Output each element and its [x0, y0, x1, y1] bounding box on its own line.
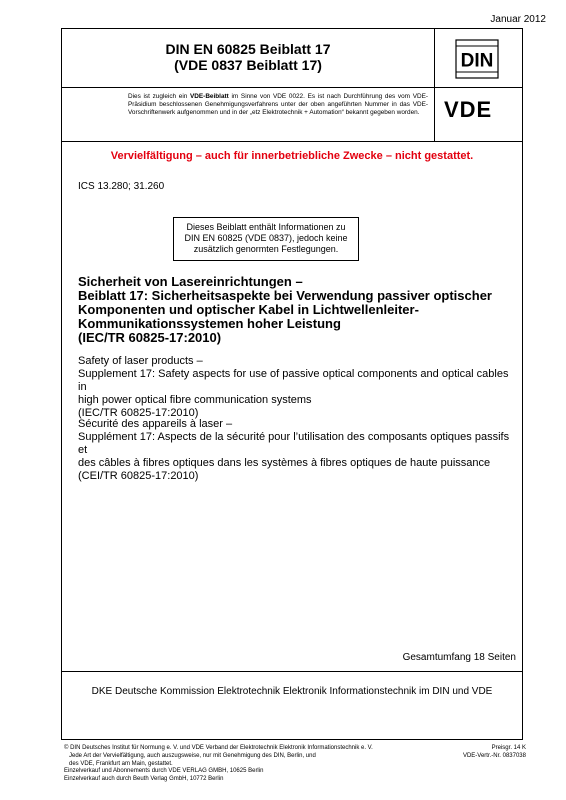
document-designation	[62, 41, 434, 73]
title-english-line: (IEC/TR 60825-17:2010)	[78, 407, 199, 419]
divider-logo-column	[434, 29, 435, 141]
page-count: Gesamtumfang 18 Seiten	[402, 652, 516, 663]
divider-pages	[62, 671, 522, 672]
title-german-line: Komponenten und optischer Kabel in Lichtwellenleiter-	[78, 302, 419, 317]
din-logo-text: DIN	[460, 50, 494, 72]
footer-line: des VDE, Frankfurt am Main, gestattet.	[69, 760, 173, 767]
title-german-line: (IEC/TR 60825-17:2010)	[78, 330, 222, 345]
footer-line: Einzelverkauf und Abonnements durch VDE VERLAG GMBH, 10625 Berlin	[64, 768, 264, 775]
footer-line: Einzelverkauf auch durch Beuth Verlag GmbH, 10772 Berlin	[64, 776, 224, 783]
designation-line-2: (VDE 0837 Beiblatt 17)	[174, 57, 322, 73]
divider-note	[62, 141, 522, 142]
publication-date: Januar 2012	[490, 14, 546, 25]
copy-warning: Vervielfältigung – auch für innerbetriebliche Zwecke – nicht gestattet.	[110, 150, 474, 162]
title-german	[78, 275, 518, 345]
order-number: VDE-Vertr.-Nr. 0837038	[462, 752, 526, 759]
vde-note-pre: Dies ist zugleich ein	[128, 93, 191, 100]
din-logo-icon	[455, 39, 499, 79]
title-german-line: Beiblatt 17: Sicherheitsaspekte bei Verwendung passiver optischer	[78, 288, 492, 303]
cover-frame	[61, 28, 523, 740]
title-french	[78, 418, 518, 483]
price-group: Preisgr. 14 K	[491, 745, 526, 751]
designation-line-1: DIN EN 60825 Beiblatt 17	[165, 41, 331, 57]
information-box: Dieses Beiblatt enthält Informationen zu DIN EN 60825 (VDE 0837), jedoch keine zusätzlich genormten Festlegungen.	[173, 217, 359, 261]
title-german-line: Kommunikationssystemen hoher Leistung	[78, 316, 341, 331]
title-english-line: Supplement 17: Safety aspects for use of passive optical components and optical cables in	[78, 368, 509, 393]
dke-commission: DKE Deutsche Kommission Elektrotechnik Elektronik Informationstechnik im DIN und VDE	[91, 686, 493, 697]
title-german-line: Sicherheit von Lasereinrichtungen –	[78, 274, 303, 289]
title-french-line: des câbles à fibres optiques dans les systèmes à fibres optiques de haute puissance	[78, 457, 491, 469]
ics-code: ICS 13.280; 31.260	[78, 181, 165, 192]
title-french-line: Sécurité des appareils à laser –	[78, 418, 233, 430]
vde-note	[128, 93, 428, 117]
title-english-line: high power optical fibre communication systems	[78, 394, 312, 406]
title-english	[78, 355, 518, 420]
din-logo	[455, 39, 499, 79]
vde-note-post: im Sinne von VDE 0022. Es ist nach Durchführung des vom VDE-Präsidium beschlossenen Genehmigungsverfahrens unter der oben angeführten Nummer in das VDE-Vorschriftenwerk aufgenommen und in der „etz Elektrotechnik + Automation“ bekannt gegeben worden.	[128, 93, 428, 116]
footer-line: © DIN Deutsches Institut für Normung e. V. und VDE Verband der Elektrotechnik Elektronik Informationstechnik e. V.	[64, 745, 373, 751]
footer-copyright	[64, 745, 414, 784]
vde-logo: VDE	[444, 97, 493, 122]
title-french-line: (CEI/TR 60825-17:2010)	[78, 470, 199, 482]
divider-header	[62, 87, 522, 88]
title-french-line: Supplément 17: Aspects de la sécurité pour l’utilisation des composants optiques passifs et	[78, 431, 510, 456]
footer-line: Jede Art der Vervielfältigung, auch auszugsweise, nur mit Genehmigung des DIN, Berlin, und	[69, 752, 316, 759]
footer-pricing	[463, 745, 526, 761]
title-english-line: Safety of laser products –	[78, 355, 203, 367]
vde-note-bold: VDE-Beiblatt	[190, 93, 229, 100]
